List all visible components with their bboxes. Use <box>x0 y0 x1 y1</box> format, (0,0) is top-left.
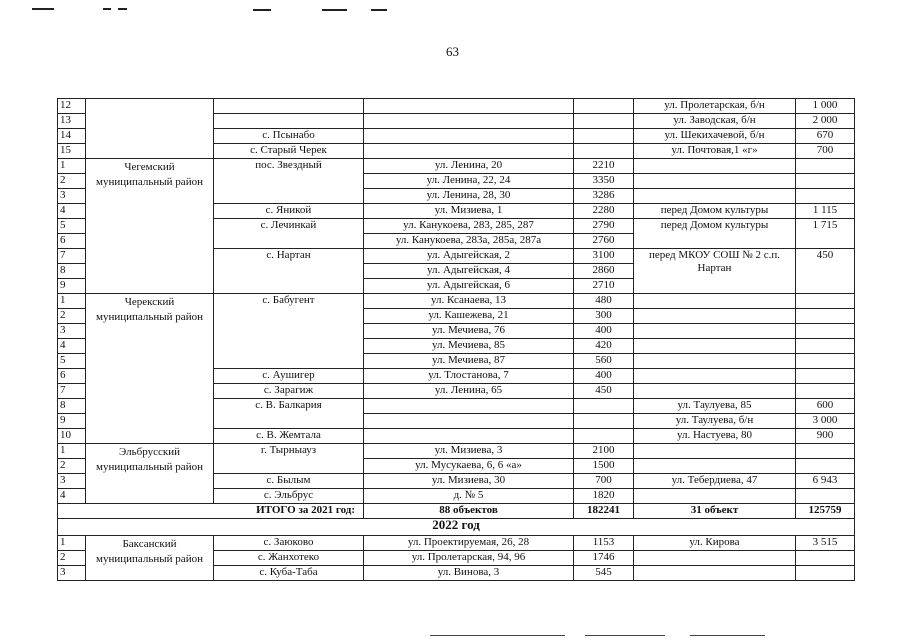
objects-table <box>57 98 855 581</box>
area-cell: 300 <box>574 309 634 324</box>
locality-cell <box>214 99 364 114</box>
address-cell: ул. Мечиева, 76 <box>364 324 574 339</box>
address-cell: ул. Винова, 3 <box>364 566 574 581</box>
place-cell <box>634 384 796 399</box>
place-cell <box>634 444 796 459</box>
area-cell: 480 <box>574 294 634 309</box>
place-cell <box>634 294 796 309</box>
year-heading-row <box>58 519 855 536</box>
locality-cell: с. Старый Черек <box>214 144 364 159</box>
row-number: 2 <box>58 551 86 566</box>
row-number: 4 <box>58 339 86 354</box>
row-number: 9 <box>58 279 86 294</box>
place-cell <box>634 566 796 581</box>
scan-artifact <box>371 9 387 11</box>
address-cell: ул. Ленина, 65 <box>364 384 574 399</box>
total-places: 31 объект <box>634 504 796 519</box>
row-number: 8 <box>58 264 86 279</box>
scan-artifact <box>118 8 127 10</box>
cut-off-line <box>585 635 665 636</box>
address-cell: ул. Мизиева, 3 <box>364 444 574 459</box>
area-cell: 3286 <box>574 189 634 204</box>
place-cell: перед Домом культуры <box>634 219 796 249</box>
address-cell <box>364 114 574 129</box>
area-cell <box>574 99 634 114</box>
row-number: 3 <box>58 324 86 339</box>
value-cell <box>796 566 855 581</box>
area-cell: 1820 <box>574 489 634 504</box>
locality-cell: с. Заюково <box>214 536 364 551</box>
place-cell: ул. Таулуева, б/н <box>634 414 796 429</box>
locality-cell: с. Куба-Таба <box>214 566 364 581</box>
area-cell: 2710 <box>574 279 634 294</box>
value-cell <box>796 551 855 566</box>
area-cell: 700 <box>574 474 634 489</box>
value-cell <box>796 309 855 324</box>
place-cell <box>634 551 796 566</box>
area-cell <box>574 114 634 129</box>
address-cell: ул. Мизиева, 1 <box>364 204 574 219</box>
value-cell <box>796 384 855 399</box>
row-number: 5 <box>58 354 86 369</box>
address-cell: ул. Адыгейская, 6 <box>364 279 574 294</box>
locality-cell: с. Зарагиж <box>214 384 364 399</box>
area-cell: 2760 <box>574 234 634 249</box>
address-cell: ул. Ленина, 20 <box>364 159 574 174</box>
place-cell <box>634 339 796 354</box>
place-cell: ул. Почтовая,1 «г» <box>634 144 796 159</box>
address-cell: ул. Тлостанова, 7 <box>364 369 574 384</box>
value-cell: 1 715 <box>796 219 855 249</box>
value-cell: 670 <box>796 129 855 144</box>
row-number: 6 <box>58 234 86 249</box>
address-cell <box>364 99 574 114</box>
table-row <box>58 99 855 114</box>
row-number: 2 <box>58 174 86 189</box>
area-cell: 3350 <box>574 174 634 189</box>
place-cell <box>634 369 796 384</box>
locality-cell: с. Псынабо <box>214 129 364 144</box>
address-cell <box>364 144 574 159</box>
value-cell: 1 115 <box>796 204 855 219</box>
table-row <box>58 444 855 459</box>
area-cell <box>574 414 634 429</box>
area-cell: 2100 <box>574 444 634 459</box>
row-number: 12 <box>58 99 86 114</box>
address-cell: ул. Мечиева, 87 <box>364 354 574 369</box>
place-cell <box>634 354 796 369</box>
place-cell: ул. Таулуева, 85 <box>634 399 796 414</box>
value-cell: 1 000 <box>796 99 855 114</box>
row-number: 6 <box>58 369 86 384</box>
table-row <box>58 159 855 174</box>
address-cell: ул. Ленина, 22, 24 <box>364 174 574 189</box>
area-cell: 2210 <box>574 159 634 174</box>
value-cell <box>796 294 855 309</box>
row-number: 3 <box>58 474 86 489</box>
value-cell: 3 515 <box>796 536 855 551</box>
place-cell: ул. Заводская, б/н <box>634 114 796 129</box>
address-cell: ул. Пролетарская, 94, 96 <box>364 551 574 566</box>
locality-cell: г. Тырныауз <box>214 444 364 474</box>
address-cell: ул. Мизиева, 30 <box>364 474 574 489</box>
place-cell <box>634 309 796 324</box>
locality-cell: пос. Звездный <box>214 159 364 204</box>
row-number: 13 <box>58 114 86 129</box>
address-cell <box>364 429 574 444</box>
place-cell <box>634 489 796 504</box>
address-cell <box>364 414 574 429</box>
year-heading: 2022 год <box>58 519 855 536</box>
value-cell: 700 <box>796 144 855 159</box>
area-cell: 2860 <box>574 264 634 279</box>
area-cell: 3100 <box>574 249 634 264</box>
row-number: 15 <box>58 144 86 159</box>
area-cell: 545 <box>574 566 634 581</box>
place-cell <box>634 459 796 474</box>
row-number: 8 <box>58 399 86 414</box>
area-cell <box>574 399 634 414</box>
cut-off-line <box>430 635 565 636</box>
district-cell: Чегемский муниципальный район <box>86 159 214 294</box>
district-cell <box>86 99 214 159</box>
row-number: 1 <box>58 294 86 309</box>
locality-cell: с. Яникой <box>214 204 364 219</box>
row-number: 4 <box>58 204 86 219</box>
area-cell <box>574 144 634 159</box>
value-cell <box>796 459 855 474</box>
locality-cell: с. Эльбрус <box>214 489 364 504</box>
scan-artifact <box>322 9 347 11</box>
locality-cell <box>214 114 364 129</box>
value-cell: 900 <box>796 429 855 444</box>
total-value: 125759 <box>796 504 855 519</box>
row-number: 2 <box>58 309 86 324</box>
place-cell: ул. Шекихачевой, б/н <box>634 129 796 144</box>
area-cell: 1153 <box>574 536 634 551</box>
total-area: 182241 <box>574 504 634 519</box>
row-number: 7 <box>58 249 86 264</box>
place-cell <box>634 324 796 339</box>
address-cell <box>364 129 574 144</box>
row-number: 1 <box>58 536 86 551</box>
address-cell: ул. Адыгейская, 4 <box>364 264 574 279</box>
place-cell: перед МКОУ СОШ № 2 с.п. Нартан <box>634 249 796 294</box>
district-cell: Черекский муниципальный район <box>86 294 214 444</box>
table-row <box>58 294 855 309</box>
value-cell: 3 000 <box>796 414 855 429</box>
area-cell <box>574 429 634 444</box>
value-cell <box>796 489 855 504</box>
address-cell: ул. Канукоева, 283а, 285а, 287а <box>364 234 574 249</box>
value-cell <box>796 339 855 354</box>
area-cell <box>574 129 634 144</box>
value-cell <box>796 189 855 204</box>
row-number: 5 <box>58 219 86 234</box>
value-cell <box>796 174 855 189</box>
table-row <box>58 536 855 551</box>
area-cell: 1500 <box>574 459 634 474</box>
row-number: 10 <box>58 429 86 444</box>
locality-cell: с. Жанхотеко <box>214 551 364 566</box>
place-cell <box>634 174 796 189</box>
row-number: 4 <box>58 489 86 504</box>
address-cell: ул. Адыгейская, 2 <box>364 249 574 264</box>
address-cell: ул. Мечиева, 85 <box>364 339 574 354</box>
row-number: 2 <box>58 459 86 474</box>
total-row <box>58 504 855 519</box>
address-cell: ул. Ксанаева, 13 <box>364 294 574 309</box>
locality-cell: с. Аушигер <box>214 369 364 384</box>
place-cell <box>634 159 796 174</box>
address-cell <box>364 399 574 414</box>
place-cell: ул. Пролетарская, б/н <box>634 99 796 114</box>
value-cell <box>796 369 855 384</box>
value-cell <box>796 444 855 459</box>
row-number: 3 <box>58 566 86 581</box>
locality-cell: с. Бабугент <box>214 294 364 369</box>
value-cell <box>796 354 855 369</box>
area-cell: 400 <box>574 369 634 384</box>
scan-artifact <box>253 9 271 11</box>
area-cell: 2790 <box>574 219 634 234</box>
row-number: 3 <box>58 189 86 204</box>
value-cell <box>796 159 855 174</box>
scan-artifact <box>103 8 111 10</box>
area-cell: 420 <box>574 339 634 354</box>
area-cell: 560 <box>574 354 634 369</box>
cut-off-line <box>690 635 765 636</box>
place-cell <box>634 189 796 204</box>
address-cell: ул. Кашежева, 21 <box>364 309 574 324</box>
row-number: 7 <box>58 384 86 399</box>
value-cell: 450 <box>796 249 855 294</box>
row-number: 1 <box>58 444 86 459</box>
place-cell: перед Домом культуры <box>634 204 796 219</box>
address-cell: д. № 5 <box>364 489 574 504</box>
value-cell: 600 <box>796 399 855 414</box>
value-cell: 6 943 <box>796 474 855 489</box>
place-cell: ул. Кирова <box>634 536 796 551</box>
page-number: 63 <box>446 44 459 59</box>
area-cell: 1746 <box>574 551 634 566</box>
address-cell: ул. Проектируемая, 26, 28 <box>364 536 574 551</box>
place-cell: ул. Настуева, 80 <box>634 429 796 444</box>
total-objects: 88 объектов <box>364 504 574 519</box>
scan-artifact <box>32 8 54 10</box>
value-cell <box>796 324 855 339</box>
row-number: 1 <box>58 159 86 174</box>
address-cell: ул. Ленина, 28, 30 <box>364 189 574 204</box>
area-cell: 400 <box>574 324 634 339</box>
row-number: 14 <box>58 129 86 144</box>
place-cell: ул. Тебердиева, 47 <box>634 474 796 489</box>
address-cell: ул. Канукоева, 283, 285, 287 <box>364 219 574 234</box>
value-cell: 2 000 <box>796 114 855 129</box>
total-label: ИТОГО за 2021 год: <box>58 504 364 519</box>
address-cell: ул. Мусукаева, 6, 6 «а» <box>364 459 574 474</box>
row-number: 9 <box>58 414 86 429</box>
district-cell: Баксанский муниципальный район <box>86 536 214 581</box>
locality-cell: с. В. Жемтала <box>214 429 364 444</box>
locality-cell: с. Нартан <box>214 249 364 294</box>
area-cell: 2280 <box>574 204 634 219</box>
locality-cell: с. Лечинкай <box>214 219 364 249</box>
locality-cell: с. Былым <box>214 474 364 489</box>
area-cell: 450 <box>574 384 634 399</box>
locality-cell: с. В. Балкария <box>214 399 364 429</box>
district-cell: Эльбрусский муниципальный район <box>86 444 214 504</box>
